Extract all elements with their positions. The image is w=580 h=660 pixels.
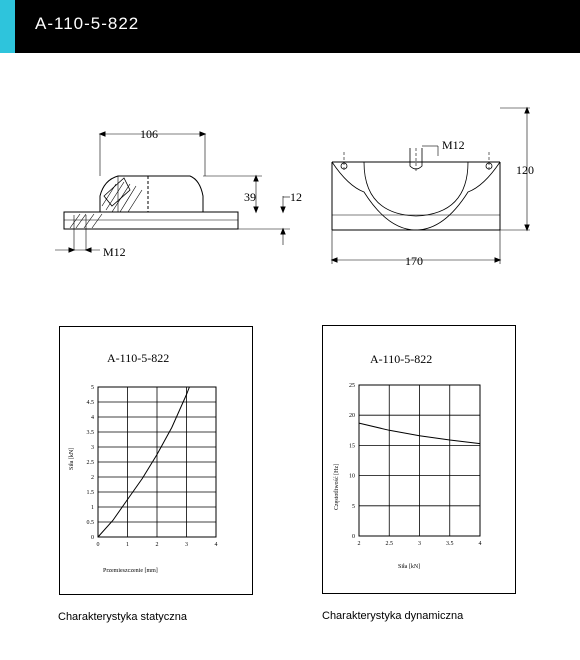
y-tick-label: 0 <box>352 534 355 540</box>
y-tick-label: 20 <box>349 413 355 420</box>
x-tick-label: 4 <box>214 542 218 548</box>
y-tick-label: 10 <box>349 473 355 480</box>
y-tick-label: 25 <box>349 383 355 389</box>
y-tick-label: 3 <box>91 445 94 451</box>
y-tick-label: 5 <box>91 385 94 391</box>
y-tick-label: 5 <box>352 503 355 510</box>
technical-drawing <box>0 0 580 300</box>
dim-m12-right: M12 <box>442 138 465 152</box>
x-tick-label: 2.5 <box>385 541 393 547</box>
y-tick-label: 4.5 <box>86 400 94 406</box>
static-chart-grid <box>98 387 216 537</box>
y-tick-label: 2 <box>91 475 94 481</box>
static-chart-caption: Charakterystyka statyczna <box>58 611 187 623</box>
dynamic-chart-caption: Charakterystyka dynamiczna <box>322 610 464 622</box>
y-tick-label: 2.5 <box>86 460 94 466</box>
static-chart <box>59 326 253 595</box>
dynamic-chart-xlabel: Siła [kN] <box>398 564 421 570</box>
dynamic-chart-ylabel: Częstotliwość [Hz] <box>334 463 340 510</box>
dim-39: 39 <box>244 190 256 204</box>
static-chart-ticks <box>87 385 218 548</box>
y-tick-label: 15 <box>349 443 355 450</box>
x-tick-label: 1 <box>126 542 129 548</box>
x-tick-label: 2 <box>155 542 159 548</box>
front-view <box>332 108 530 264</box>
dynamic-chart-ticks <box>349 383 482 547</box>
static-chart-ylabel: Siła [kN] <box>69 447 75 470</box>
dim-120: 120 <box>516 163 534 177</box>
y-tick-label: 1.5 <box>86 490 94 496</box>
x-tick-label: 4 <box>478 541 482 547</box>
static-chart-title: A-110-5-822 <box>107 351 170 365</box>
page-title: A-110-5-822 <box>35 14 140 33</box>
dynamic-chart-title: A-110-5-822 <box>370 352 433 366</box>
dim-106: 106 <box>140 127 158 141</box>
dim-m12-left: M12 <box>103 245 126 259</box>
dynamic-chart <box>322 325 516 594</box>
dim-170: 170 <box>405 254 423 268</box>
x-tick-label: 3 <box>185 542 188 548</box>
static-chart-xlabel: Przemieszczenie [mm] <box>103 568 158 574</box>
x-tick-label: 3.5 <box>446 541 454 547</box>
y-tick-label: 4 <box>91 415 94 421</box>
x-tick-label: 0 <box>96 542 100 548</box>
x-tick-label: 2 <box>357 541 361 547</box>
dim-12: 12 <box>290 190 302 204</box>
y-tick-label: 1 <box>91 505 94 511</box>
y-tick-label: 0 <box>91 535 94 541</box>
y-tick-label: 0.5 <box>86 520 94 526</box>
y-tick-label: 3.5 <box>86 430 94 436</box>
x-tick-label: 3 <box>418 541 421 547</box>
dynamic-chart-grid <box>359 385 480 536</box>
